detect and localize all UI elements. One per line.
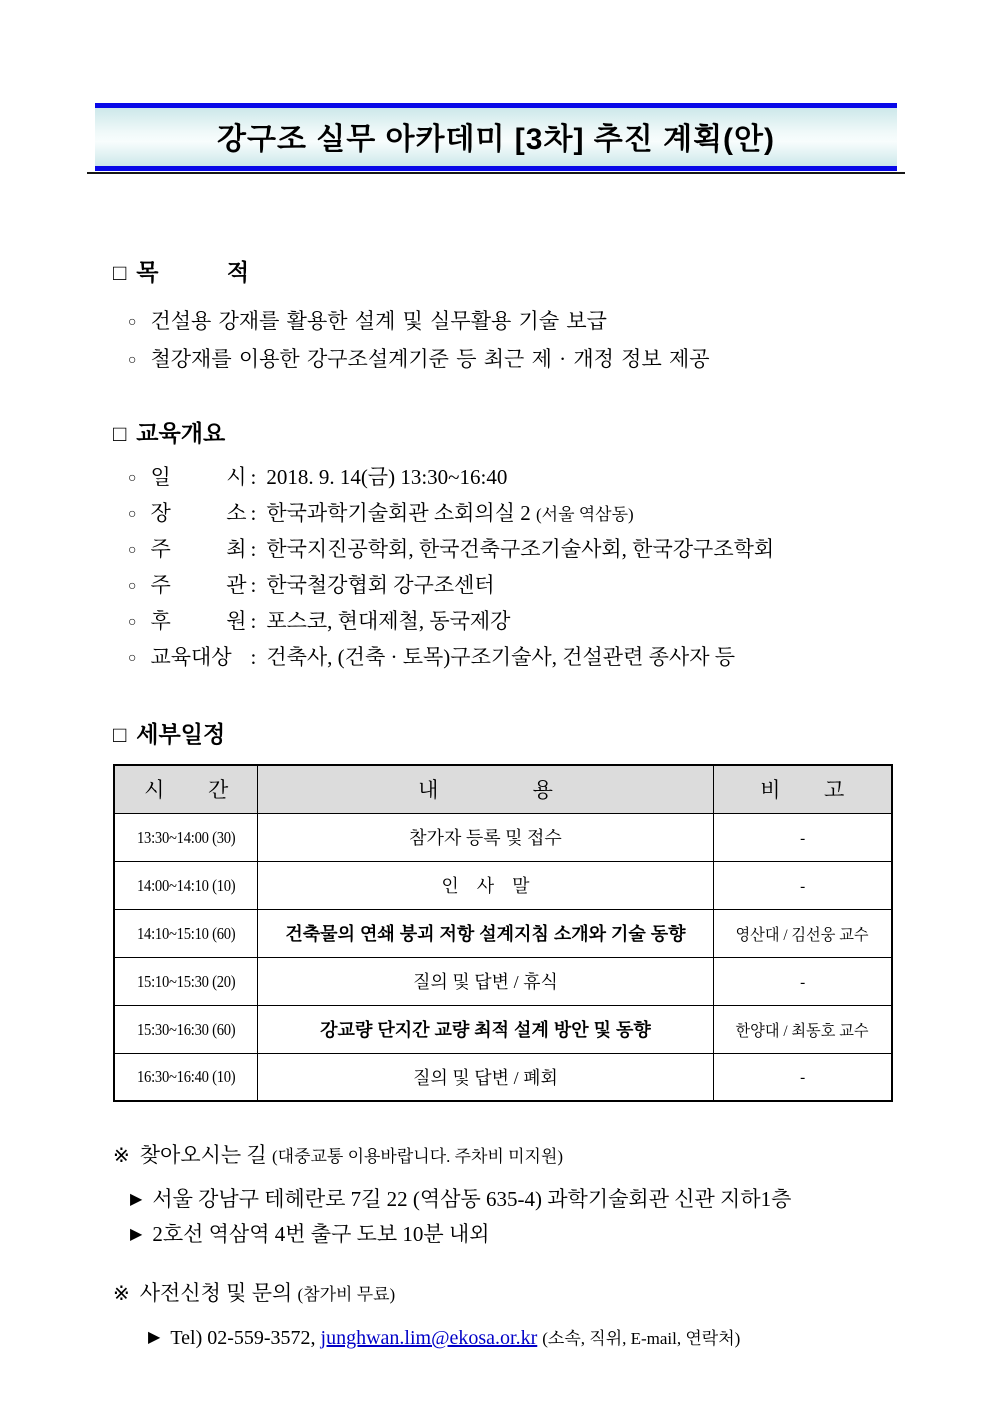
- phone-number: Tel) 02-559-3572,: [170, 1327, 316, 1349]
- arrow-bullet-icon: ▶: [148, 1329, 161, 1346]
- colon: :: [250, 573, 257, 597]
- note-sub-list: [130, 1182, 992, 1252]
- note-heading: [113, 1140, 992, 1172]
- contact-suffix: (소속, 직위, E-mail, 연락처): [542, 1329, 741, 1348]
- circle-bullet-icon: ○: [128, 651, 137, 666]
- time-cell: 16:30~16:40 (10): [114, 1053, 258, 1101]
- note-cell: -: [713, 861, 892, 909]
- note-cell: 한양대 / 최동호 교수: [713, 1005, 892, 1053]
- list-item: [128, 460, 992, 496]
- note-cell: -: [713, 1053, 892, 1101]
- item-label: 주 관: [150, 573, 247, 597]
- email-link[interactable]: junghwan.lim@ekosa.or.kr: [320, 1327, 538, 1349]
- page-title: 강구조 실무 아카데미 [3차] 추진 계획(안): [95, 103, 897, 171]
- list-item: [128, 496, 992, 532]
- note-sub-text: 2호선 역삼역 4번 출구 도보 10분 내외: [152, 1222, 490, 1246]
- time-cell: 15:30~16:30 (60): [114, 1005, 258, 1053]
- circle-bullet-icon: ○: [128, 579, 137, 594]
- note-heading: [113, 1278, 992, 1310]
- section-title: 세부일정: [136, 721, 226, 747]
- content-cell: 질의 및 답변 / 폐회: [258, 1053, 713, 1101]
- colon: :: [250, 645, 257, 669]
- section-heading-overview: [113, 415, 992, 448]
- time-cell: 15:10~15:30 (20): [114, 957, 258, 1005]
- list-item: [128, 532, 992, 568]
- colon: :: [250, 465, 257, 489]
- square-marker-icon: □: [113, 421, 127, 446]
- section-heading-purpose: [113, 254, 992, 287]
- note-title-small: (참가비 무료): [297, 1285, 396, 1304]
- list-item: [128, 341, 992, 379]
- item-value: 한국과학기술회관 소회의실 2: [266, 501, 531, 525]
- content-cell: 강교량 단지간 교량 최적 설계 방안 및 동향: [258, 1005, 713, 1053]
- colon: :: [250, 537, 257, 561]
- note-title: 사전신청 및 문의: [139, 1281, 293, 1305]
- reference-mark-icon: ※: [113, 1145, 130, 1167]
- item-label: 장 소: [150, 501, 247, 525]
- table-header-row: [114, 765, 892, 813]
- reference-mark-icon: ※: [113, 1283, 130, 1305]
- list-item: [128, 640, 992, 676]
- square-marker-icon: □: [113, 260, 127, 285]
- circle-bullet-icon: ○: [128, 507, 137, 522]
- content-cell: 건축물의 연쇄 붕괴 저항 설계지침 소개와 기술 동향: [258, 909, 713, 957]
- purpose-item-text: 철강재를 이용한 강구조설계기준 등 최근 제 · 개정 정보 제공: [150, 347, 710, 371]
- item-label: 교육대상: [150, 645, 232, 669]
- list-item: [128, 303, 992, 341]
- time-cell: 14:10~15:10 (60): [114, 909, 258, 957]
- time-cell: 13:30~14:00 (30): [114, 813, 258, 861]
- note-registration: [113, 1278, 992, 1355]
- circle-bullet-icon: ○: [128, 315, 137, 330]
- overview-list: [128, 460, 992, 676]
- item-value: 한국지진공학회, 한국건축구조기술사회, 한국강구조학회: [266, 537, 775, 561]
- note-directions: [113, 1140, 992, 1252]
- square-marker-icon: □: [113, 722, 127, 747]
- circle-bullet-icon: ○: [128, 615, 137, 630]
- list-item: [128, 568, 992, 604]
- item-label: 일 시: [150, 465, 247, 489]
- note-sub-text: 서울 강남구 테헤란로 7길 22 (역삼동 635-4) 과학기술회관 신관 지하1층: [152, 1187, 792, 1211]
- colon: :: [250, 501, 257, 525]
- title-banner-rule: [87, 103, 905, 174]
- table-row: [114, 861, 892, 909]
- table-row: [114, 813, 892, 861]
- arrow-bullet-icon: ▶: [130, 1191, 143, 1208]
- section-title: 교육개요: [136, 420, 226, 446]
- section-heading-schedule: [113, 716, 992, 749]
- note-cell: -: [713, 957, 892, 1005]
- content-cell: 인 사 말: [258, 861, 713, 909]
- contact-line: [148, 1322, 992, 1355]
- note-cell: -: [713, 813, 892, 861]
- item-value: 한국철강협회 강구조센터: [266, 573, 495, 597]
- arrow-bullet-icon: ▶: [130, 1226, 143, 1243]
- circle-bullet-icon: ○: [128, 543, 137, 558]
- header-time: 시 간: [114, 765, 258, 813]
- schedule-table: [113, 764, 893, 1102]
- table-row: [114, 1053, 892, 1101]
- note-cell: 영산대 / 김선웅 교수: [713, 909, 892, 957]
- note-title: 찾아오시는 길: [139, 1143, 267, 1167]
- note-sub-line: [130, 1182, 992, 1217]
- table-row: [114, 909, 892, 957]
- content-cell: 질의 및 답변 / 휴식: [258, 957, 713, 1005]
- time-cell: 14:00~14:10 (10): [114, 861, 258, 909]
- item-value: 건축사, (건축 · 토목)구조기술사, 건설관련 종사자 등: [266, 645, 736, 669]
- circle-bullet-icon: ○: [128, 353, 137, 368]
- header-note: 비 고: [713, 765, 892, 813]
- item-label: 주 최: [150, 537, 247, 561]
- table-row: [114, 1005, 892, 1053]
- purpose-item-text: 건설용 강재를 활용한 설계 및 실무활용 기술 보급: [150, 309, 607, 333]
- list-item: [128, 604, 992, 640]
- item-label: 후 원: [150, 609, 247, 633]
- item-value: 2018. 9. 14(금) 13:30~16:40: [266, 465, 508, 489]
- circle-bullet-icon: ○: [128, 471, 137, 486]
- colon: :: [250, 609, 257, 633]
- content-cell: 참가자 등록 및 접수: [258, 813, 713, 861]
- purpose-list: [128, 303, 992, 379]
- note-sub-line: [130, 1217, 992, 1252]
- header-content: 내 용: [258, 765, 713, 813]
- item-value: 포스코, 현대제철, 동국제강: [266, 609, 511, 633]
- item-value-small: (서울 역삼동): [536, 505, 634, 524]
- table-row: [114, 957, 892, 1005]
- note-title-small: (대중교통 이용바랍니다. 주차비 미지원): [271, 1147, 564, 1166]
- section-title: 목 적: [136, 259, 250, 285]
